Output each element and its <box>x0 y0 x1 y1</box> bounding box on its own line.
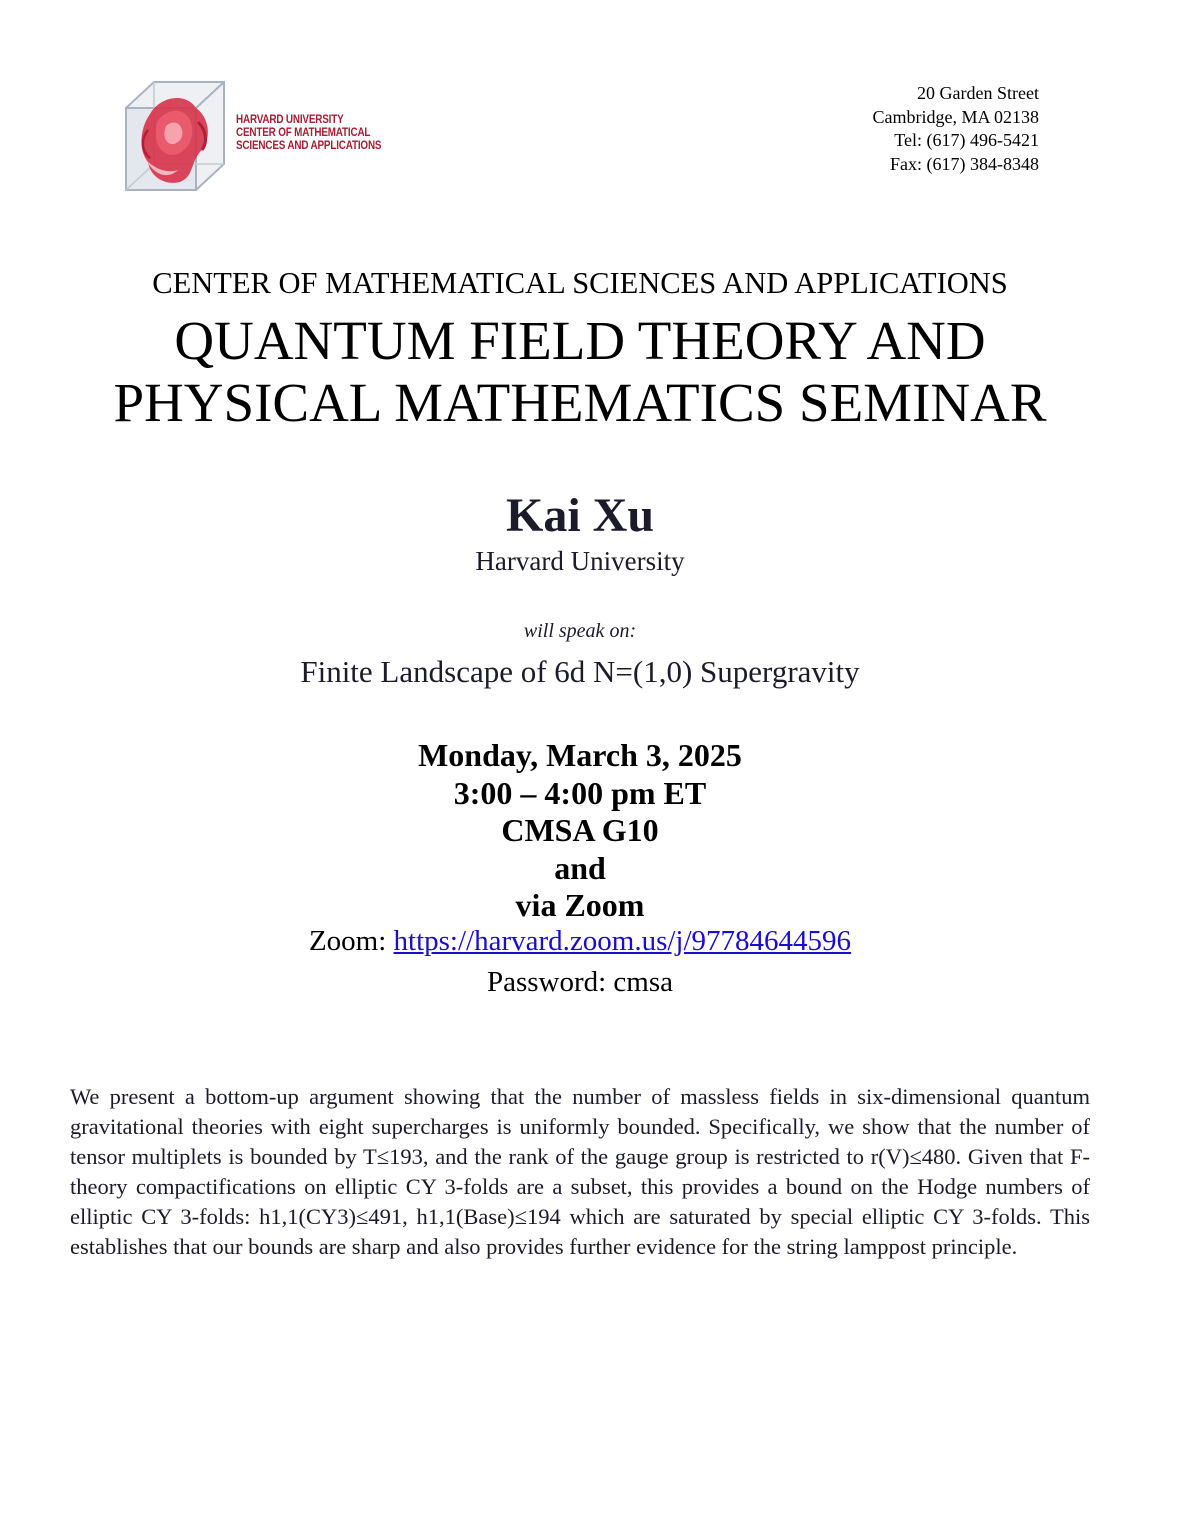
logo-line-sciences: SCIENCES AND APPLICATIONS <box>236 140 382 152</box>
cmsa-cube-logo-icon <box>120 78 232 196</box>
address-fax: Fax: (617) 384-8348 <box>890 153 1039 174</box>
will-speak-on: will speak on: <box>523 620 637 642</box>
zoom-line <box>0 925 1160 958</box>
zoom-link[interactable]: https://harvard.zoom.us/j/97784644596 <box>393 925 852 957</box>
address-street: 20 Garden Street <box>917 83 1039 103</box>
seminar-title-line2: PHYSICAL MATHEMATICS SEMINAR <box>113 372 1047 433</box>
address-block <box>873 82 1040 176</box>
event-location: CMSA G10 <box>501 812 659 848</box>
event-and: and <box>554 849 606 886</box>
event-details <box>0 737 1160 925</box>
seminar-title <box>0 310 1160 434</box>
abstract-paragraph: We present a bottom-up argument showing that the number of massless fields in six-dimensional quantum gravitational theories with eight supercharges is uniformly bounded. Specifically, we show that the number of tensor multiplets is bounded by T≤193, and the rank of the gauge group is restricted to r(V)≤480. Given that F-theory compactifications on elliptic CY 3-folds are a subset, this provides a bound on the Hodge numbers of elliptic CY 3-folds: h1,1(CY3)≤491, h1,1(Base)≤194 which are saturated by special elliptic CY 3-folds. This establishes that our bounds are sharp and also provides further evidence for the string lamppost principle. <box>70 1084 1090 1259</box>
speaker-affiliation: Harvard University <box>475 546 685 576</box>
logo-line-university: HARVARD UNIVERSITY <box>236 114 344 126</box>
event-via-zoom: via Zoom <box>515 887 645 923</box>
zoom-password: Password: cmsa <box>486 966 674 998</box>
address-city: Cambridge, MA 02138 <box>872 106 1039 127</box>
event-date: Monday, March 3, 2025 <box>418 737 742 773</box>
logo-line-center: CENTER OF MATHEMATICAL <box>236 127 371 139</box>
logo-wordmark <box>236 114 381 153</box>
center-title: CENTER OF MATHEMATICAL SCIENCES AND APPLICATIONS <box>152 266 1008 300</box>
speaker-name: Kai Xu <box>505 489 655 542</box>
address-tel: Tel: (617) 496-5421 <box>894 130 1039 150</box>
zoom-label: Zoom: <box>308 925 394 957</box>
talk-title: Finite Landscape of 6d N=(1,0) Supergravity <box>300 654 860 689</box>
cmsa-logo <box>120 78 390 196</box>
event-time: 3:00 – 4:00 pm ET <box>453 774 707 811</box>
seminar-title-line1: QUANTUM FIELD THEORY AND <box>174 310 986 371</box>
